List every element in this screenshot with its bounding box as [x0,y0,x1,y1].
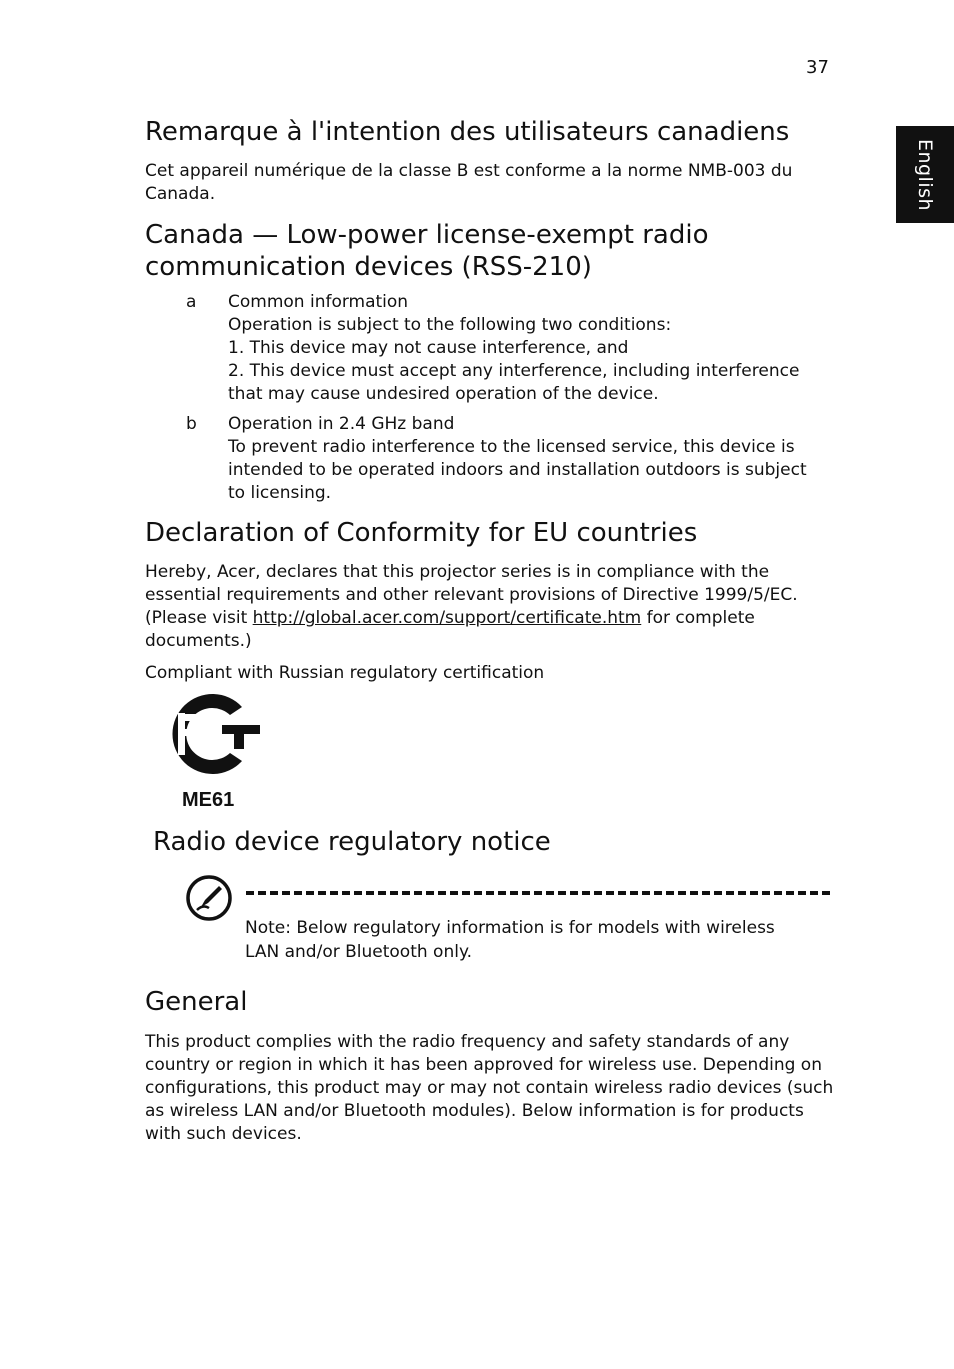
certificate-link[interactable]: http://global.acer.com/support/certificate.htm [252,608,642,628]
note-body: : Below regulatory information is for models with wireless LAN and/or Bluetooth only. [245,918,775,962]
list-item-b-line: Operation in 2.4 GHz band [228,414,455,434]
language-tab [896,126,954,223]
list-item-a [228,291,828,406]
heading-general: General [145,987,248,1017]
language-tab-label: English [914,138,936,211]
cert-logo-code: ME61 [182,789,235,811]
note-text [245,916,805,964]
heading-canadian-notice: Remarque à l'intention des utilisateurs canadiens [145,117,790,147]
eu-body-text-end: for complete documents.) [145,608,755,651]
list-item-letter-a: a [186,292,197,312]
note-divider [246,891,830,895]
list-item-a-line: Common information [228,292,409,312]
heading-radio-notice: Radio device regulatory notice [153,827,551,857]
list-item-a-line: Operation is subject to the following two conditions: [228,315,672,335]
heading-rss210: Canada — Low-power license-exempt radio communication devices (RSS-210) [145,220,709,282]
note-label: Note [245,918,286,938]
eu-body-text: Hereby, Acer, declares that this projector series is in compliance with the essential requirements and other relevant provisions of Directive 1999/5/EC. (Please visit [145,562,798,628]
pct-certification-logo [158,693,262,775]
note-pen-icon [185,874,233,922]
general-body: This product complies with the radio frequency and safety standards of any country or region in which it has been approved for wireless use. Depending on configurations, this product may or may not contain wireless radio devices (such as wireless LAN and/or Bluetooth modules). Below information is for products with such devices. [145,1032,834,1144]
page-number: 37 [806,57,829,78]
list-item-a-line: 1. This device may not cause interference, and [228,338,629,358]
list-item-b-line: To prevent radio interference to the licensed service, this device is intended to be operated indoors and installation outdoors is subject to licensing. [228,437,807,503]
canadian-notice-body: Cet appareil numérique de la classe B est conforme a la norme NMB-003 du Canada. [145,161,793,204]
eu-conformity-body [145,561,805,653]
list-item-a-line: 2. This device must accept any interference, including interference that may cause undesired operation of the device. [228,361,800,404]
list-item-letter-b: b [186,414,197,434]
list-item-b [228,413,828,505]
heading-eu-conformity: Declaration of Conformity for EU countries [145,518,698,548]
russian-cert-text: Compliant with Russian regulatory certification [145,663,545,683]
